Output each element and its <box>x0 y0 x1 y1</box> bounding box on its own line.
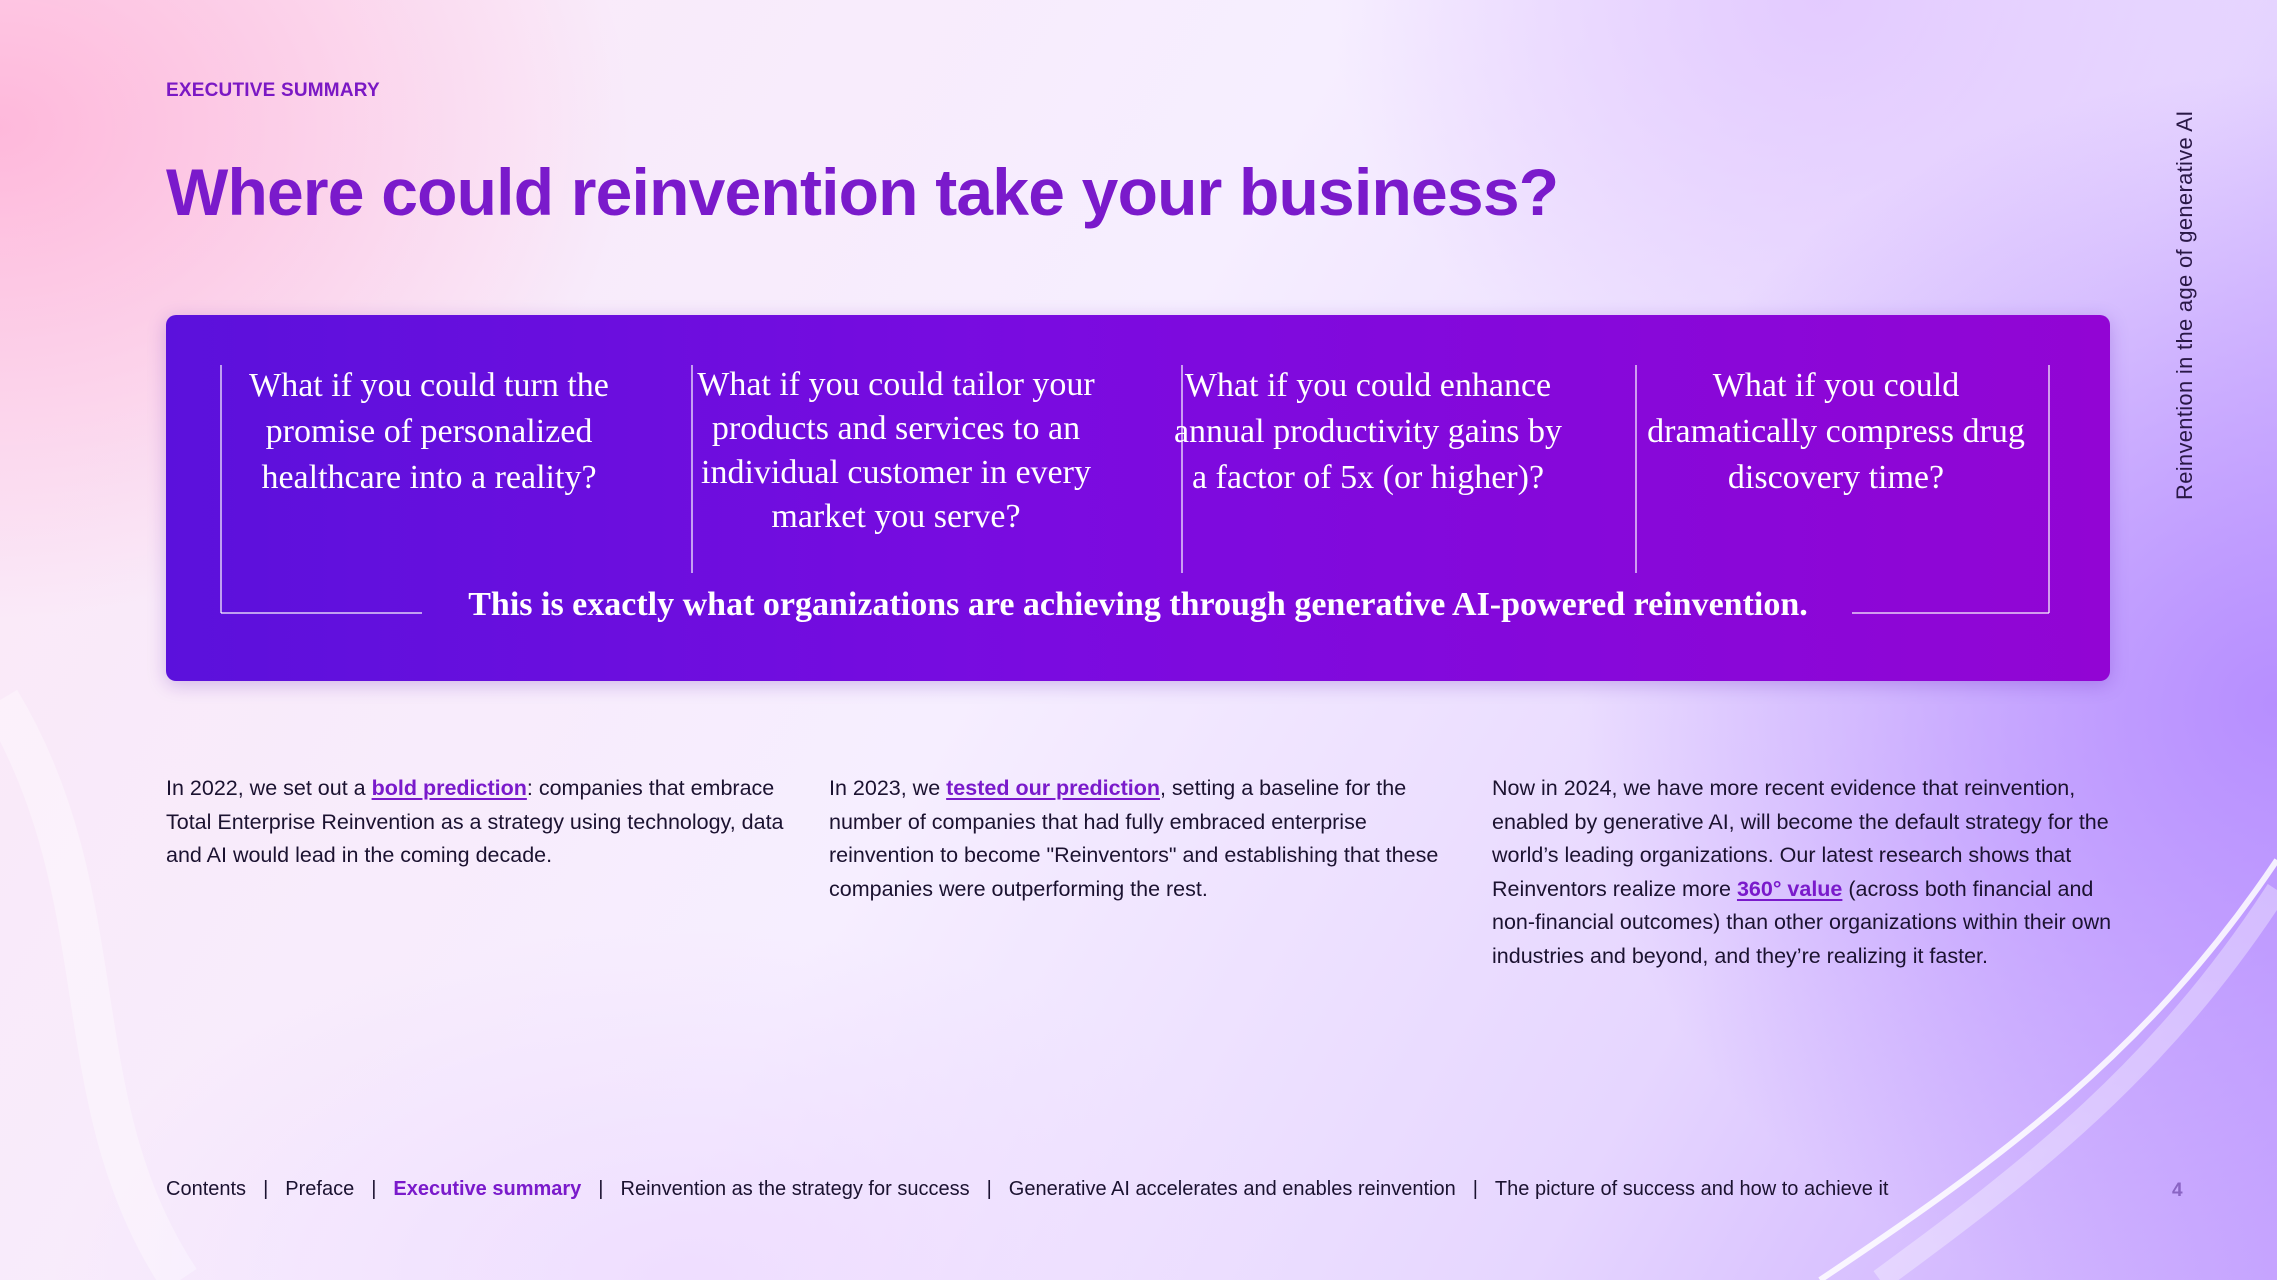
nav-executive-summary[interactable]: Executive summary <box>393 1178 582 1200</box>
column-text: (across both financial and non-financial outcomes) than other organizations within their own industries and beyond, and they’re realizing it faster. <box>1492 876 2112 968</box>
column-text: In 2022, we set out a <box>166 776 372 800</box>
footer-navigation <box>166 1178 1888 1201</box>
column-text: : companies that embrace Total Enterprise Reinvention as a strategy using technology, data and AI would lead in the coming decade. <box>166 776 784 867</box>
nav-picture-of-success[interactable]: The picture of success and how to achieve it <box>1494 1178 1889 1200</box>
question-tailor-products: What if you could tailor your products and services to an individual customer in every market you serve? <box>697 366 1095 535</box>
question-banner <box>166 315 2110 681</box>
question-personalized-healthcare: What if you could turn the promise of personalized healthcare into a reality? <box>249 367 609 496</box>
question-productivity-gains: What if you could enhance annual productivity gains by a factor of 5x (or higher)? <box>1173 367 1563 496</box>
nav-separator: | <box>598 1178 604 1200</box>
nav-preface[interactable]: Preface <box>285 1178 355 1200</box>
bold-prediction-link[interactable]: bold prediction <box>371 776 527 800</box>
column-text: , setting a baseline for the number of companies that had fully embraced enterprise reinvention to become "Reinventors" and establishing that these companies were outperforming the rest. <box>829 776 1439 901</box>
document-title-vertical: Reinvention in the age of generative AI <box>2172 110 2197 500</box>
body-column-2024 <box>1492 772 2114 973</box>
page-number: 4 <box>2172 1180 2183 1201</box>
column-text: In 2023, we <box>829 776 947 800</box>
question-drug-discovery: What if you could dramatically compress drug discovery time? <box>1647 367 2025 496</box>
nav-separator: | <box>371 1178 377 1200</box>
body-column-2022 <box>166 772 788 873</box>
body-column-2023 <box>829 772 1451 906</box>
nav-reinvention-strategy[interactable]: Reinvention as the strategy for success <box>620 1178 970 1200</box>
page-title: Where could reinvention take your business? <box>166 155 1559 229</box>
tested-our-prediction-link[interactable]: tested our prediction <box>946 776 1160 800</box>
nav-separator: | <box>1472 1178 1478 1200</box>
banner-statement: This is exactly what organizations are achieving through generative AI-powered reinvention. <box>468 586 1808 623</box>
nav-separator: | <box>986 1178 992 1200</box>
360-value-link[interactable]: 360° value <box>1736 876 1843 901</box>
nav-separator: | <box>263 1178 269 1200</box>
section-kicker: EXECUTIVE SUMMARY <box>166 80 380 101</box>
nav-generative-ai[interactable]: Generative AI accelerates and enables reinvention <box>1008 1178 1456 1200</box>
column-text: Now in 2024, we have more recent evidence that reinvention, enabled by generative AI, will become the default strategy for the world’s leading organizations. Our latest research shows that Reinventors realize more <box>1492 776 2109 901</box>
nav-contents[interactable]: Contents <box>166 1178 247 1200</box>
